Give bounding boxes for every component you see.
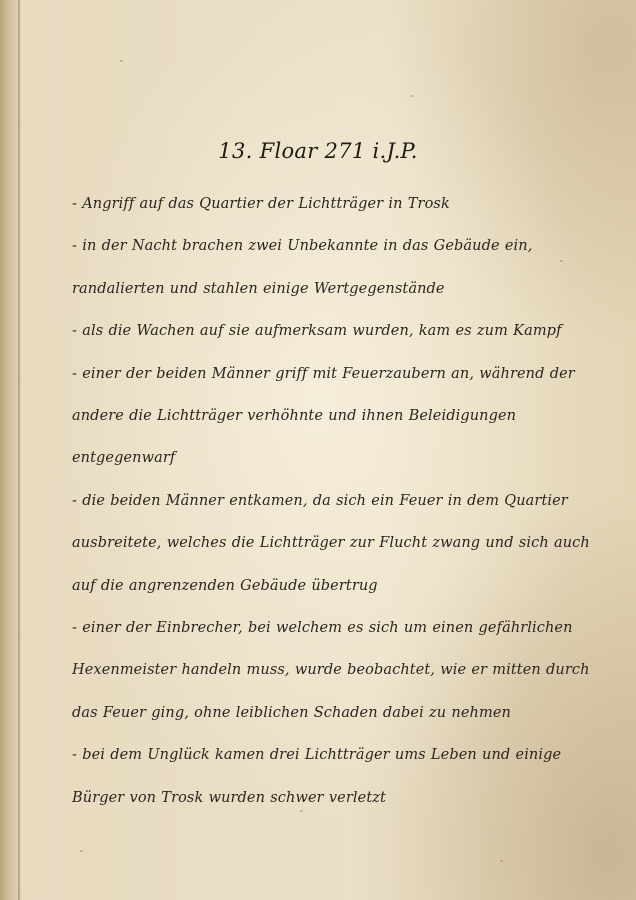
paper-speck: [120, 60, 123, 62]
journal-entry: - Angriff auf das Quartier der Lichtträger in Trosk: [72, 196, 450, 212]
journal-entry: - bei dem Unglück kamen drei Lichtträger ums Leben und einige Bürger von Trosk wurden schwer verletzt: [72, 747, 562, 806]
page-fold-line: [18, 0, 20, 900]
journal-entry: - in der Nacht brachen zwei Unbekannte in das Gebäude ein, randalierten und stahlen einige Wertgegenstände: [72, 238, 533, 297]
journal-date-heading: 13. Floar 271 i.J.P.: [218, 139, 418, 163]
journal-entry: - die beiden Männer entkamen, da sich ein Feuer in dem Quartier ausbreitete, welches die Lichtträger zur Flucht zwang und sich auch auf die angrenzenden Gebäude übertrug: [72, 492, 590, 594]
journal-entry-list: [72, 183, 617, 819]
paper-speck: [80, 850, 83, 852]
journal-entry: - einer der Einbrecher, bei welchem es sich um einen gefährlichen Hexenmeister handeln muss, wurde beobachtet, wie er mitten durch das Feuer ging, ohne leiblichen Schaden dabei zu nehmen: [72, 620, 590, 721]
paper-speck: [410, 95, 413, 97]
paper-speck: [500, 860, 503, 862]
journal-entry: - einer der beiden Männer griff mit Feuerzaubern an, während der andere die Lichtträger verhöhnte und ihnen Beleidigungen entgegenwarf: [72, 365, 575, 467]
journal-entry: - als die Wachen auf sie aufmerksam wurden, kam es zum Kampf: [72, 323, 562, 340]
